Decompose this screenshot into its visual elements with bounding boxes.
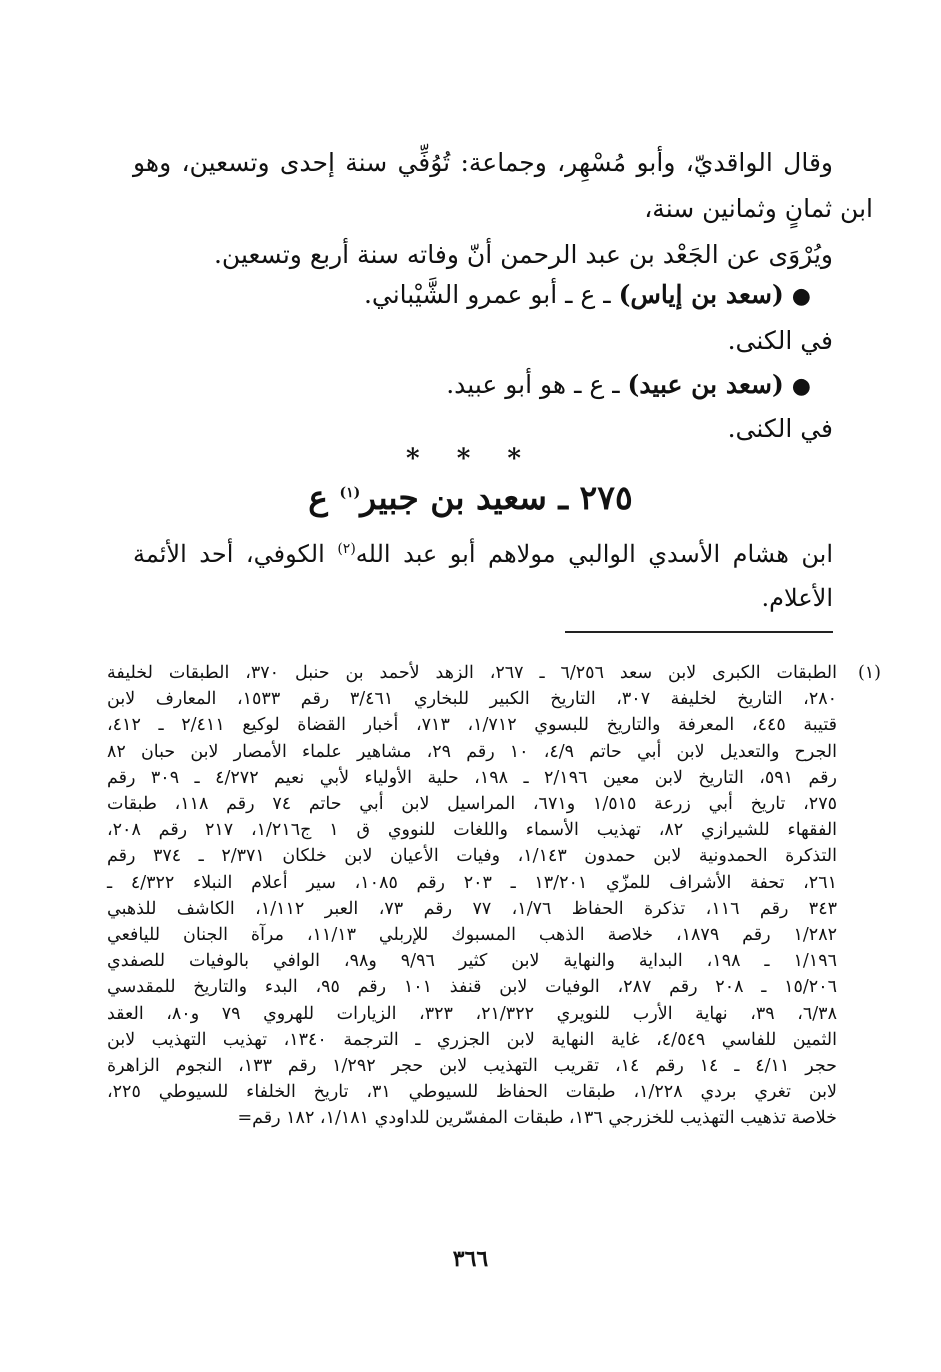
footnote-line: الطبقات الكبرى لابن سعد ٦/٢٥٦ ـ ٢٦٧، الزهد لأحمد بن حنبل ٣٧٠، الطبقات لخليفة	[107, 663, 837, 683]
bio-text-part-2: الكوفي، أحد الأئمة	[133, 540, 338, 568]
entry-description: ـ ع ـ هو أبو عبيد.	[446, 370, 628, 399]
footnote-line: التذكرة الحمدونية لابن حمدون ١/١٤٣، وفيات الأعيان لابن خلكان ٢/٣٧١ ـ ٣٧٤ رقم	[107, 846, 837, 867]
bullet-icon: ●	[791, 374, 811, 399]
intro-line-2: ابن ثمانٍ وثمانين سنة،	[644, 194, 873, 223]
footnote-ref-2: (٢)	[337, 541, 356, 557]
entry-saad-ibn-ubayd	[446, 370, 811, 399]
bio-line-1	[133, 532, 833, 576]
bio-text-part-1: ابن هشام الأسدي الوالبي مولاهم أبو عبد الله	[355, 540, 834, 568]
footnote-line: ٢٨٠، التاريخ لخليفة ٣٠٧، التاريخ الكبير للبخاري ٣/٤٦١ رقم ١٥٣٣، المعارف لابن	[107, 689, 838, 710]
entry-saad-ibn-ubayd-ref: في الكنى.	[727, 414, 833, 443]
entry-saad-ibn-iyas-ref: في الكنى.	[727, 326, 833, 355]
heading-tag: ع	[308, 478, 340, 517]
footnote-line: قتيبة ٤٤٥، المعرفة والتاريخ للبسوي ١/٧١٢، ٧١٣، أخبار القضاة لوكيع ٢/٤١١ ـ ٤١٢،	[107, 715, 837, 736]
footnote-line: ٣٤٣ رقم ١١٦، تذكرة الحفاظ ١/٧٦، ٧٧ رقم ٧٣، العبر ١/١١٢، الكاشف للذهبي	[107, 898, 837, 919]
footnote-line: ٦/٣٨، ٣٩، نهاية الأرب للنويري ٢١/٣٢٢، ٣٢٣، الزيارات للهروي ٧٩ و٨٠، العقد	[107, 1003, 837, 1024]
intro-paragraph	[133, 140, 873, 278]
intro-line-3: ويُرْوَى عن الجَعْد بن عبد الرحمن أنّ وفاته سنة أربع وتسعين.	[213, 240, 833, 269]
entry-name: (سعد بن عبيد)	[627, 370, 784, 399]
heading-title: ٢٧٥ ـ سعيد بن جبير	[360, 478, 633, 517]
footnote-marker: (١)	[857, 663, 881, 683]
footnote-line: حجر ٤/١١ ـ ١٤ رقم ١٤، تقريب التهذيب لابن حجر ١/٢٩٢ رقم ١٣٣، النجوم الزاهرة	[107, 1056, 837, 1077]
footnote-line: الثمين للفاسي ٤/٥٤٩، غاية النهاية لابن الجزري ـ الترجمة ١٣٤٠، تهذيب التهذيب لابن	[107, 1029, 837, 1050]
footnote-lines	[107, 660, 837, 1132]
footnote-line: ٢٧٥، تاريخ أبي زرعة ١/٥١٥ و٦٧١، المراسيل لابن أبي حاتم ٧٤ رقم ١١٨، طبقات	[107, 794, 837, 815]
entry-saad-ibn-iyas	[364, 280, 811, 309]
biography-text	[133, 532, 833, 620]
footnote-divider	[565, 631, 833, 633]
footnote-ref-1: (١)	[339, 485, 361, 501]
bullet-icon: ●	[791, 284, 811, 309]
bio-line-2: الأعلام.	[761, 584, 833, 612]
footnote-line: خلاصة تذهيب التهذيب للخزرجي ١٣٦، طبقات المفسّرين للداودي ١/١٨١، ١٨٢ رقم=	[237, 1108, 837, 1129]
entry-description: ـ ع ـ أبو عمرو الشَّيْباني.	[363, 280, 619, 309]
footnote-line: الجرح والتعديل لابن أبي حاتم ٤/٩، ١٠ رقم ٢٩، مشاهير علماء الأمصار لابن حبان ٨٢	[107, 741, 837, 762]
section-separator: * * *	[406, 444, 535, 474]
page-number: ٣٦٦	[452, 1246, 489, 1272]
footnote-line: ١/١٩٦ ـ ١٩٨، البداية والنهاية لابن كثير ٩/٩٦ و٩٨، الوافي بالوفيات للصفدي	[107, 951, 837, 972]
intro-line-1: وقال الواقديّ، وأبو مُسْهِر، وجماعة: تُوُفِّي سنة إحدى وتسعين، وهو	[133, 148, 833, 177]
footnote-line: ١٥/٢٠٦ ـ ٢٠٨ رقم ٢٨٧، الوفيات لابن قنفذ ١٠١ رقم ٩٥، البدء والتاريخ للمقدسي	[107, 977, 837, 998]
footnote-line: ٢٦١، تحفة الأشراف للمزّي ١٣/٢٠١ ـ ٢٠٣ رقم ١٠٨٥، سير أعلام النبلاء ٤/٣٢٢ ـ	[107, 872, 837, 893]
footnote-block	[107, 660, 881, 1132]
footnote-line: الفقهاء للشيرازي ٨٢، تهذيب الأسماء واللغات للنووي ق ١ ج١/٢١٦، ٢١٧ رقم ٢٠٨،	[107, 820, 838, 841]
footnote-line: لابن تغري بردي ١/٢٢٨، طبقات الحفاظ للسيوطي ٣١، تاريخ الخلفاء للسيوطي ٢٢٥،	[107, 1082, 837, 1103]
footnote-line: ١/٢٨٢ رقم ١٨٧٩، خلاصة الذهب المسبوك للإربلي ١١/١٣، مرآة الجنان لليافعي	[107, 925, 838, 946]
footnote-line: رقم ٥٩١، التاريخ لابن معين ٢/١٩٦ ـ ١٩٨، حلية الأولياء لأبي نعيم ٤/٢٧٢ ـ ٣٠٩ رقم	[107, 767, 837, 788]
entry-name: (سعد بن إياس)	[618, 280, 784, 309]
biography-heading	[0, 478, 941, 517]
